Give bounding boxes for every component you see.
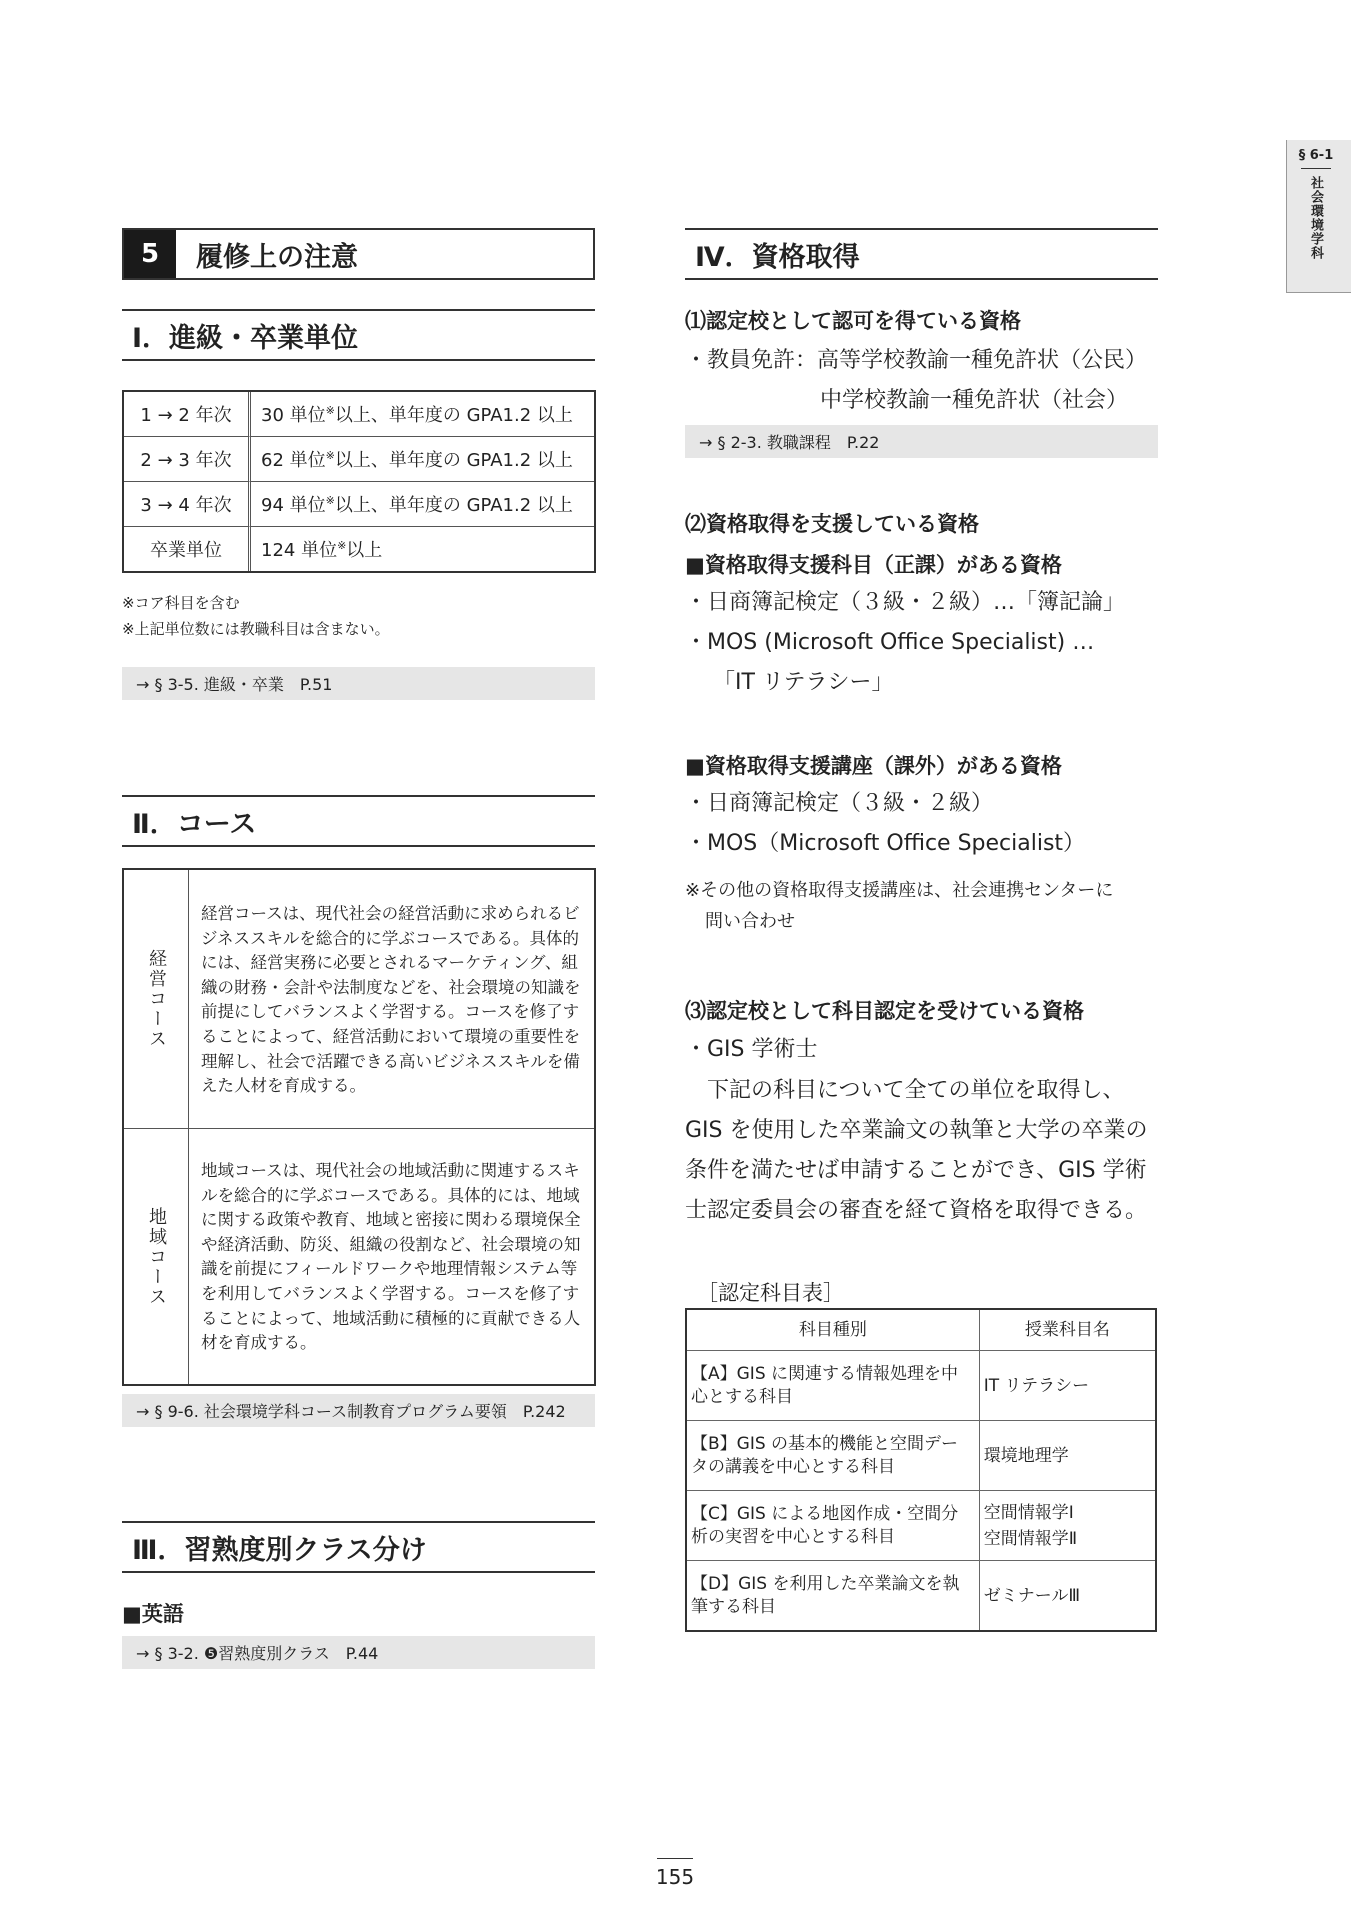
subject-name: 空間情報学Ⅱ (983, 1528, 1078, 1549)
table-row (686, 1561, 1156, 1632)
list-item: ・MOS（Microsoft Office Specialist） (685, 831, 1086, 856)
gis-description: 下記の科目について全ての単位を取得し、GIS を使用した卒業論文の執筆と大学の卒業の条件を満たせば申請することができ、GIS 学術士認定委員会の審査を経て資格を取得できる。 (685, 1078, 1148, 1223)
side-tab-label: 社会環境学科 (1308, 176, 1323, 260)
chapter-title: 履修上の注意 (196, 241, 358, 273)
note-line: ※コア科目を含む (122, 594, 240, 612)
table-row (124, 482, 594, 527)
condition-text: 以上、単年度の GPA1.2 以上 (334, 405, 573, 426)
units-text: 62 単位 (261, 450, 326, 471)
progression-value (251, 392, 594, 437)
cert-subject-table (685, 1308, 1157, 1632)
list-item: ・日商簿記検定（３級・２級） (685, 791, 994, 816)
subsection-accredited: ⑴認定校として認可を得ている資格 (685, 309, 1021, 333)
units-text: 30 単位 (261, 405, 326, 426)
table-row (686, 1421, 1156, 1491)
subject-name: ゼミナールⅢ (979, 1561, 1156, 1632)
column-header: 授業科目名 (979, 1309, 1156, 1351)
note-mark: ※ (325, 404, 335, 417)
chapter-number: 5 (124, 230, 176, 278)
course-label-text: 経営コース (146, 949, 167, 1049)
supported-courses-heading: ■資格取得支援科目（正課）がある資格 (685, 553, 1062, 577)
progression-notes (122, 590, 390, 642)
units-text: 94 単位 (261, 495, 326, 516)
progression-key: 卒業単位 (124, 527, 251, 571)
list-item: 「IT リテラシー」 (713, 670, 894, 695)
supported-note (685, 875, 1113, 937)
progression-table (122, 390, 596, 573)
table-row (124, 437, 594, 482)
table-row (686, 1351, 1156, 1421)
progression-key: 3 → 4 年次 (124, 482, 251, 527)
section-heading-course: Ⅱ．コース (122, 795, 595, 847)
subject-type: 【A】GIS に関連する情報処理を中心とする科目 (686, 1351, 979, 1421)
side-tab-divider (1301, 168, 1331, 169)
progression-value (251, 437, 594, 482)
progression-key: 2 → 3 年次 (124, 437, 251, 482)
reference-link-progression[interactable]: → § 3-5. 進級・卒業 P.51 (122, 667, 595, 700)
side-tab-section: § 6-1 (1298, 148, 1334, 163)
subsection-certified: ⑶認定校として科目認定を受けている資格 (685, 999, 1084, 1023)
chapter-heading (122, 228, 595, 280)
condition-text: 以上 (346, 540, 383, 561)
page-number-text: 155 (655, 1865, 695, 1889)
course-row-regional (124, 1129, 594, 1384)
table-row (686, 1491, 1156, 1561)
note-line: 問い合わせ (705, 911, 795, 932)
course-description: 経営コースは、現代社会の経営活動に求められるビジネススキルを総合的に学ぶコースである。具体的には、経営実務に必要とされるマーケティング、組織の財務・会計や法制度などを、社会環境の知識を前提にしてバランスよく学習する。コースを修了することによって、経営活動において環境の重要性を理解し、社会で活躍できる高いビジネススキルを備えた人材を育成する。 (201, 904, 581, 1096)
section-heading-qualifications: Ⅳ．資格取得 (685, 228, 1158, 280)
subject-name-cell (979, 1491, 1156, 1561)
course-label (124, 1129, 189, 1384)
note-mark: ※ (325, 449, 335, 462)
course-table (122, 868, 596, 1386)
section-heading-proficiency: Ⅲ．習熟度別クラス分け (122, 1521, 595, 1573)
reference-link-proficiency[interactable]: → § 3-2. ❺習熟度別クラス P.44 (122, 1636, 595, 1669)
note-mark: ※ (337, 539, 347, 552)
course-description: 地域コースは、現代社会の地域活動に関連するスキルを総合的に学ぶコースである。具体的には、地域に関する政策や教育、地域と密接に関わる環境保全や経済活動、防災、組織の役割など、社会環境の知識を前提にフィールドワークや地理情報システム等を利用してバランスよく学習する。コースを修了することによって、地域活動に積極的に貢献できる人材を育成する。 (201, 1161, 581, 1353)
units-text: 124 単位 (261, 540, 338, 561)
progression-value (251, 482, 594, 527)
subject-type: 【D】GIS を利用した卒業論文を執筆する科目 (686, 1561, 979, 1632)
table-row (124, 527, 594, 571)
course-label (124, 870, 189, 1128)
subject-type: 【B】GIS の基本的機能と空間データの講義を中心とする科目 (686, 1421, 979, 1491)
table-header-row (686, 1309, 1156, 1351)
page-number-rule (657, 1858, 693, 1859)
subject-type: 【C】GIS による地図作成・空間分析の実習を中心とする科目 (686, 1491, 979, 1561)
table-row (124, 392, 594, 437)
course-row-management (124, 870, 594, 1129)
subject-name: IT リテラシー (979, 1351, 1156, 1421)
page-number (650, 1858, 700, 1889)
subsection-supported: ⑵資格取得を支援している資格 (685, 512, 979, 536)
condition-text: 以上、単年度の GPA1.2 以上 (334, 450, 573, 471)
reference-link-course[interactable]: → § 9-6. 社会環境学科コース制教育プログラム要領 P.242 (122, 1394, 595, 1427)
note-line: ※上記単位数には教職科目は含まない。 (122, 620, 390, 638)
teacher-license-line: ・教員免許：高等学校教諭一種免許状（公民） (685, 348, 1148, 373)
subject-name: 環境地理学 (979, 1421, 1156, 1491)
english-subheading: ■英語 (122, 1602, 184, 1626)
note-mark: ※ (325, 494, 335, 507)
progression-key: 1 → 2 年次 (124, 392, 251, 437)
side-tab (1286, 140, 1351, 293)
note-line: ※その他の資格取得支援講座は、社会連携センターに (685, 880, 1114, 901)
subject-name: 空間情報学Ⅰ (983, 1502, 1074, 1523)
progression-value (251, 527, 594, 571)
supported-lectures-heading: ■資格取得支援講座（課外）がある資格 (685, 754, 1062, 778)
gis-item: ・GIS 学術士 (685, 1037, 818, 1062)
condition-text: 以上、単年度の GPA1.2 以上 (334, 495, 573, 516)
list-item: ・日商簿記検定（３級・２級）…「簿記論」 (685, 590, 1126, 615)
reference-link-teaching[interactable]: → § 2-3. 教職課程 P.22 (685, 425, 1158, 458)
list-item: ・MOS (Microsoft Office Specialist) … (685, 630, 1095, 655)
cert-table-title: ［認定科目表］ (697, 1281, 844, 1305)
column-header: 科目種別 (686, 1309, 979, 1351)
section-heading-progression: Ⅰ．進級・卒業単位 (122, 309, 595, 361)
teacher-license-line: 中学校教諭一種免許状（社会） (820, 388, 1129, 413)
course-label-text: 地域コース (146, 1206, 167, 1307)
